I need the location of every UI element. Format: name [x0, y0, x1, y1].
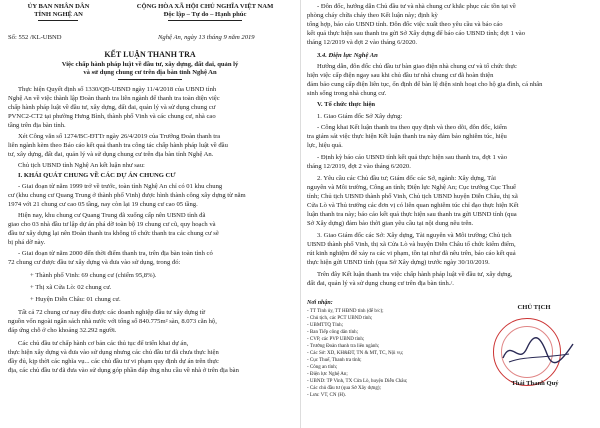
recipient-item: - Ban Tiếp công dân tỉnh;	[307, 330, 358, 335]
body-line: đảm bảo cung cấp điện liên tục, ổn định để bàn lệ điện sinh hoạt cho hộ gia đình, cá nhân	[307, 81, 543, 88]
body-line: tháng 12/2019 và đợt 2 vào tháng 6/2020.	[307, 39, 418, 46]
body-line: Cửa Lò và Thủ trưởng các đơn vị có liên quan nghiêm túc chỉ đạo thực hiện Kết	[307, 202, 519, 209]
body-line: thực hiện gửi UBND tỉnh (qua Sở Xây dựng) trước ngày 30/10/2019.	[307, 259, 490, 266]
body-line: tổng hợp, báo cáo UBND tỉnh. Đôn đốc việc xuất theo yêu cầu và báo cáo	[307, 21, 503, 28]
subsection-heading: 3.4. Điện lực Nghệ An	[317, 52, 378, 59]
signer-name: Thái Thanh Quý	[511, 380, 559, 387]
country-name: CỘNG HÒA XÃ HỘI CHỦ NGHĨA VIỆT NAM	[136, 3, 274, 10]
body-line: đầy đủ, kịp thời các nghĩa vụ... các chủ đầu tư vi phạm quy định dự án trên thực	[8, 358, 219, 365]
recipient-item: - Lưu: VT, CN (H).	[307, 393, 346, 398]
body-line: phòng cháy chữa cháy theo Kết luận này; định kỳ	[307, 12, 438, 19]
stat-item: + Huyện Diễn Châu: 01 chung cư.	[30, 296, 121, 303]
recipient-item: - Các chủ đầu tư (qua Sở Xây dựng);	[307, 386, 381, 391]
body-line: tầng trên địa bàn tỉnh.	[8, 122, 66, 129]
signer-title: CHỦ TỊCH	[517, 304, 551, 311]
recipient-item: - Cục Thuế, Thanh tra tỉnh;	[307, 358, 362, 363]
body-line: cư (khu chung cư Quang Trung ở thành phố Vinh) được hình thành công xây dựng từ năm	[8, 192, 246, 199]
body-line: 1974 với 21 chung cư cao 05 tầng, nay còn lại 19 chung cư cao 05 tầng.	[8, 201, 198, 208]
body-line: Chủ tịch UBND tỉnh Nghệ An kết luận như sau:	[18, 162, 145, 169]
body-line: rút kinh nghiệm để xảy ra các vi phạm, tồn tại như đã nêu trên, báo cáo kết quả	[307, 250, 516, 257]
body-line: đầu tư xây dựng lại nên Đoàn thanh tra không tổ chức thanh tra các chung cư sẽ	[8, 230, 219, 237]
body-line: sinh sống trong nhà chung cư.	[307, 90, 387, 97]
motto: Độc lập – Tự do – Hạnh phúc	[163, 11, 247, 18]
body-line: - Đôn đốc, hướng dẫn Chủ đầu tư và nhà chung cư khắc phục các tồn tại về	[317, 3, 516, 10]
title-sub2: và sử dụng chung cư trên địa bàn tỉnh Nghệ An	[83, 69, 217, 76]
body-line: Nghệ An về việc thành lập Đoàn thanh tra liên ngành để thanh tra toàn diện việc	[8, 95, 220, 102]
body-line: PVNC2-CT2 tại phường Hưng Bình, thành phố Vinh và các chung cư, nhà cao	[8, 113, 216, 120]
body-line: Xét Công văn số 1274/BC-ĐTTr ngày 26/4/2019 của Trưởng Đoàn thanh tra	[18, 133, 221, 140]
body-line: Hiện nay, khu chung cư Quang Trung đã xuống cấp nên UBND tỉnh đã	[18, 212, 206, 219]
right-page	[300, 0, 600, 428]
body-line: liên ngành kèm theo Báo cáo kết quả thanh tra công tác chấp hành pháp luật về đầu	[8, 142, 228, 149]
body-line: đáp ứng chỗ ở cho khoảng 32.292 người.	[8, 327, 117, 334]
org-line2: TỈNH NGHỆ AN	[34, 11, 83, 18]
body-line: chấp hành pháp luật về đầu tư, xây dựng, đất đai, quản lý và sử dụng chung cư	[8, 104, 216, 111]
body-line: - Định kỳ báo cáo UBND tỉnh kết quả thực hiện sau thanh tra, đợt 1 vào	[317, 154, 507, 161]
handwritten-signature-icon	[499, 332, 579, 372]
body-line: 1. Giao Giám đốc Sở Xây dựng:	[317, 113, 403, 120]
recipients-heading: Nơi nhận:	[307, 300, 333, 306]
document-title: KẾT LUẬN THANH TRA	[104, 50, 196, 59]
title-underline	[118, 79, 182, 80]
title-sub1: Việc chấp hành pháp luật về đầu tư, xây dựng, đất đai, quản lý	[61, 61, 239, 68]
body-line: bị phá dỡ này.	[8, 239, 46, 246]
body-line: luận thanh tra này; báo cáo kết quả thực hiện sau thanh tra gửi UBND tỉnh (qua	[307, 211, 517, 218]
recipient-item: - TT Tỉnh ủy, TT HĐND tỉnh (để b/c);	[307, 309, 384, 314]
body-line: UBND thành phố Vinh, thị xã Cửa Lò và huyện Diễn Châu tổ chức kiểm điểm,	[307, 241, 516, 248]
body-line: Hướng dẫn, đôn đốc chủ đầu tư bàn giao điện nhà chung cư và tổ chức thực	[317, 63, 517, 70]
body-line: nguồn vốn ngoài ngân sách nhà nước với tổng số 840.775m² sàn, 8.073 căn hộ,	[8, 318, 217, 325]
recipient-item: - Chủ tịch, các PCT UBND tỉnh;	[307, 316, 373, 321]
recipient-item: - Công an tỉnh;	[307, 365, 338, 370]
stat-item: + Thị xã Cửa Lò: 02 chung cư.	[30, 284, 112, 291]
body-line: tra giám sát việc thực hiện Kết luận thanh tra này đảm bảo nghiêm túc, hiệu	[307, 133, 507, 140]
body-line: 3. Giao Giám đốc các Sở: Xây dựng, Tài nguyên và Môi trường; Chủ tịch	[317, 232, 512, 239]
body-line: - Giai đoạn từ năm 1999 trở về trước, toàn tỉnh Nghệ An chỉ có 01 khu chung	[18, 183, 223, 190]
body-line: tháng 12/2019, đợt 2 vào tháng 6/2020.	[307, 163, 411, 170]
body-line: tư, xây dựng, đất đai, quản lý và sử dụng chung cư trên địa bàn tỉnh Nghệ An.	[8, 151, 214, 158]
org-underline	[38, 20, 78, 21]
section-heading: V. Tổ chức thực hiện	[317, 101, 376, 108]
body-line: tỉnh; Chủ tịch UBND thành phố Vinh, Chủ tịch UBND huyện Diễn Châu, thị xã	[307, 193, 518, 200]
recipient-item: - Các Sở: XD, KH&ĐT, TN & MT, TC, Nội vụ;	[307, 351, 404, 356]
body-line: Trên đây Kết luận thanh tra việc chấp hành pháp luật về đầu tư, xây dựng,	[317, 271, 513, 278]
recipient-item: - Điện lực Nghệ An;	[307, 372, 348, 377]
body-line: - Giai đoạn từ năm 2000 đến thời điểm thanh tra, trên địa bàn toàn tỉnh có	[18, 250, 213, 257]
recipient-item: - UBMTTQ Tỉnh;	[307, 323, 344, 328]
body-line: đất đai, quản lý và sử dụng chung cư trên địa bàn tỉnh./.	[307, 280, 454, 287]
body-line: kết quả thực hiện sau thanh tra gửi Sở Xây dựng để báo cáo UBND tỉnh; đợt 1 vào	[307, 30, 526, 37]
body-line: Tất cả 72 chung cư nay đều được các doanh nghiệp đầu tư xây dựng từ	[18, 309, 206, 316]
body-line: địa, các chủ đầu tư đã đưa vào sử dụng góp phần đáp ứng nhu cầu về nhà ở trên địa bàn	[8, 367, 239, 374]
body-line: hiện việc cấp điện ngay sau khi chủ đầu tư nhà chung cư đã hoàn thiện	[307, 72, 494, 79]
body-line: thực hiện xây dựng và đưa vào sử dụng nhưng các chủ đầu tư đã chưa thực hiện	[8, 349, 219, 356]
recipient-item: - CVP, các PVP UBND tỉnh;	[307, 337, 365, 342]
motto-underline	[168, 20, 242, 21]
body-line: - Công khai Kết luận thanh tra theo quy định và theo dõi, đôn đốc, kiểm	[317, 124, 507, 131]
body-line: nguyên và Môi trường, Công an tỉnh; Điện lực Nghệ An; Cục trưởng Cục Thuế	[307, 184, 516, 191]
body-line: giao cho 03 nhà đầu tư lập dự án phá dỡ toàn bộ 19 chung cư cũ, quy hoạch và	[8, 221, 216, 228]
org-line1: ỦY BAN NHÂN DÂN	[27, 3, 90, 10]
body-line: Các chủ đầu tư chấp hành cơ bản các thủ tục để triển khai dự án,	[18, 340, 189, 347]
recipient-item: - Trưởng Đoàn thanh tra liên ngành;	[307, 344, 380, 349]
section-heading: I. KHÁI QUÁT CHUNG VỀ CÁC DỰ ÁN CHUNG CƯ	[18, 172, 176, 179]
body-line: 72 chung cư được đầu tư xây dựng và đưa vào sử dụng, trong đó:	[8, 259, 181, 266]
body-line: 2. Yêu cầu các Chủ đầu tư; Giám đốc các Sở, ngành: Xây dựng, Tài	[317, 175, 496, 182]
recipient-item: - UBND: TP Vinh, TX Cửa Lò, huyện Diễn Châu;	[307, 379, 408, 384]
doc-number: Số: 552 /KL-UBND	[8, 34, 62, 41]
stat-item: + Thành phố Vinh: 69 chung cư (chiếm 95,8%).	[30, 272, 157, 279]
place-date: Nghệ An, ngày 13 tháng 9 năm 2019	[158, 34, 255, 41]
body-line: Sở Xây dựng) đảm bảo thời gian yêu cầu tại nội dung nêu trên.	[307, 220, 474, 227]
body-line: lực, hiệu quả.	[307, 142, 343, 149]
body-line: Thực hiện Quyết định số 1330/QĐ-UBND ngày 11/4/2018 của UBND tỉnh	[18, 86, 217, 93]
